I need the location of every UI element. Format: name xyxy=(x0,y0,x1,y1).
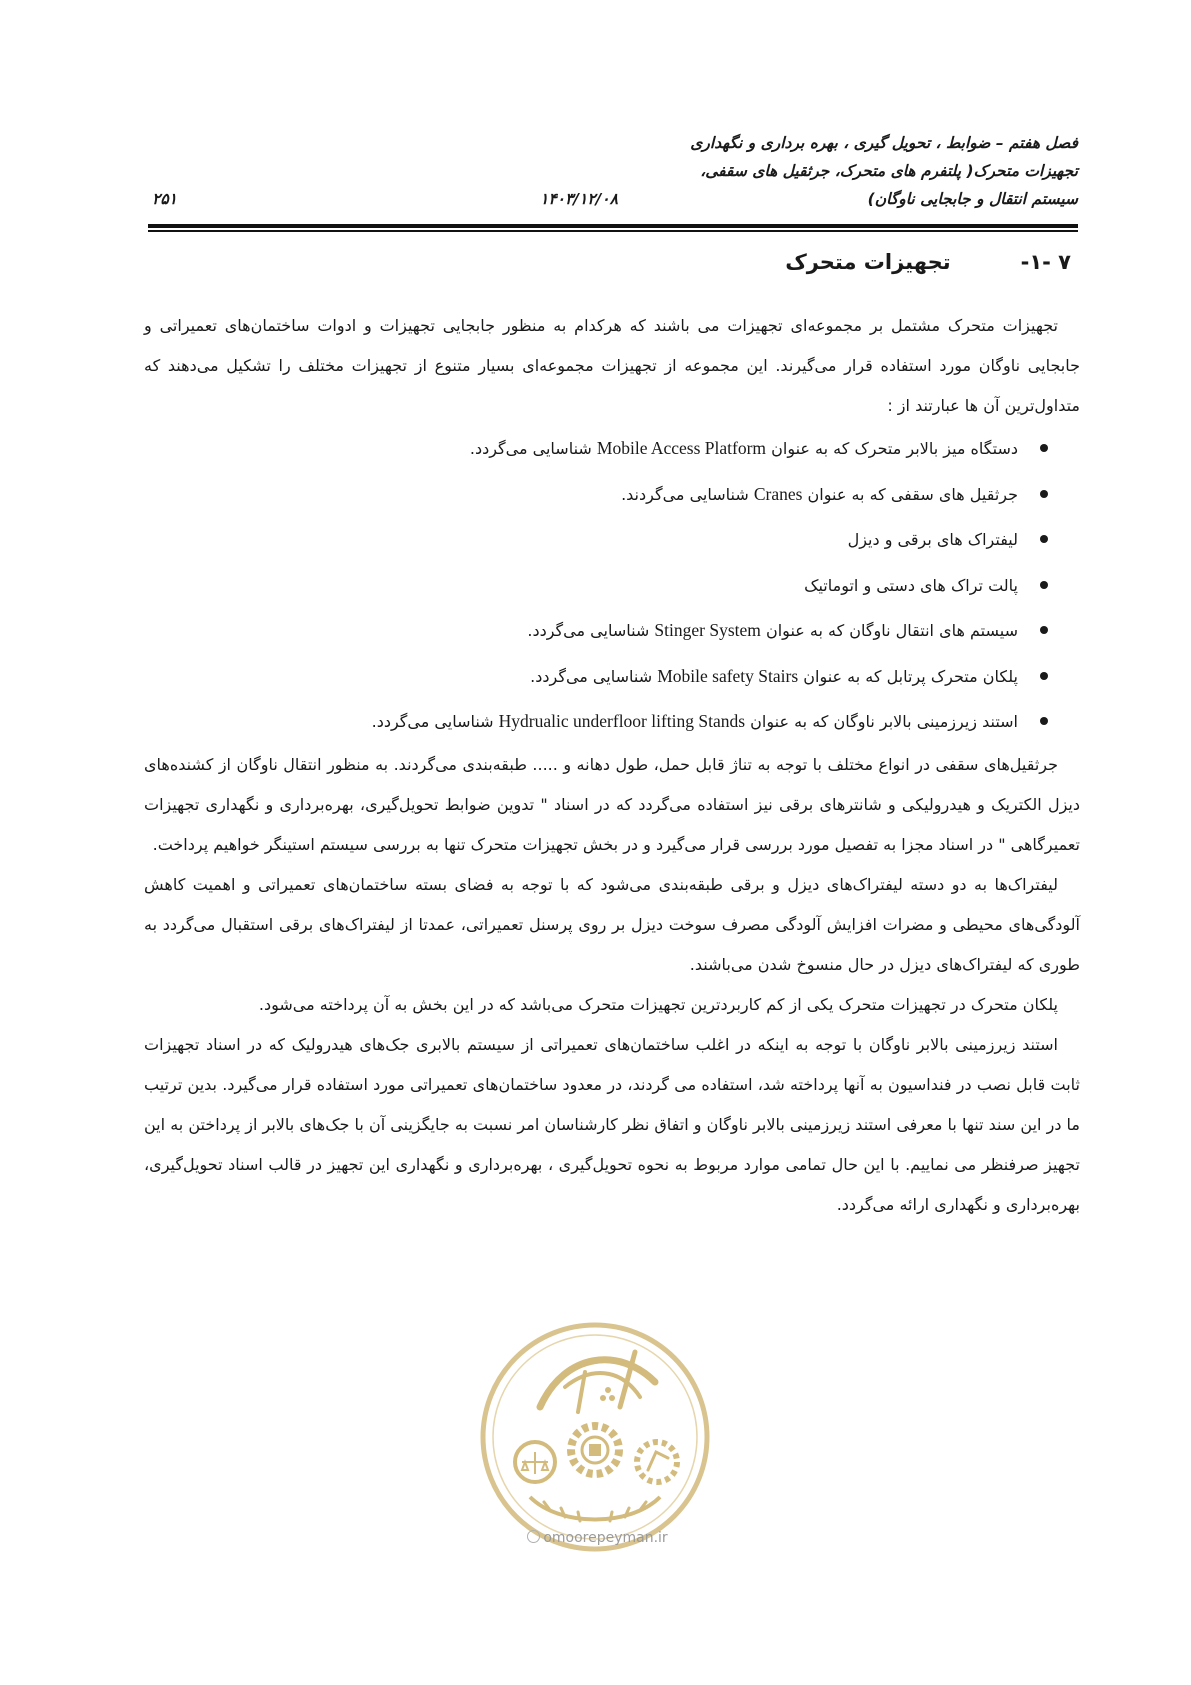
bullet-icon xyxy=(1040,535,1048,543)
paragraph-stairs: پلکان متحرک در تجهیزات متحرک یکی از کم کاربردترین تجهیزات متحرک می‌باشد که در این بخش به آن پرداخته می‌شود. xyxy=(258,994,1058,1014)
list-item: لیفتراک های برقی و دیزل xyxy=(144,517,1048,563)
section-heading xyxy=(785,250,1071,274)
bullet-icon xyxy=(1040,490,1048,498)
bullet-icon xyxy=(1040,717,1048,725)
website-caption: omoorepeyman.ir xyxy=(480,1530,715,1546)
paragraph-cranes: جرثقیل‌های سقفی در انواع مختلف با توجه به تناژ قابل حمل، طول دهانه و ..... طبقه‌بندی می‌گردند. به منظور انتقال ناوگان از کشنده‌های دیزل الکتریک و هیدرولیکی و شانترهای برقی نیز استفاده می‌گردد که در اسناد " تدوین ضوابط تحویل‌گیری، بهره‌برداری و نگهداری تجهیزات تعمیرگاهی " در اسناد مجزا به تفصیل مورد بررسی قرار می‌گیرد و در بخش تجهیزات متحرک تنها به بررسی سیستم استینگر خواهیم پرداخت. xyxy=(144,754,1080,854)
list-item: پالت تراک های دستی و اتوماتیک xyxy=(144,563,1048,609)
list-item: جرثقیل های سقفی که به عنوان Cranes شناسایی می‌گردند. xyxy=(144,472,1048,518)
bullet-icon xyxy=(1040,444,1048,452)
bullet-icon xyxy=(1040,626,1048,634)
header-date: ۱۴۰۳/۱۲/۰۸ xyxy=(540,190,618,208)
section-title: تجهیزات متحرک xyxy=(785,250,951,274)
header-subtitle-line-2: سیستم انتقال و جابجایی ناوگان) xyxy=(867,190,1078,208)
header-subtitle-line-1: تجهیزات متحرک( پلتفرم های متحرک، جرثقیل های سقفی، xyxy=(700,162,1078,180)
paragraph-stands: استند زیرزمینی بالابر ناوگان با توجه به اینکه در اغلب ساختمان‌های تعمیراتی از سیستم بالابری جک‌های هیدرولیک که در اسناد تجهیزات ثابت قابل نصب در فنداسیون به آنها پرداخته شد، استفاده می گردند، در معدود ساختمان‌های تعمیراتی مورد استفاده قرار می‌گیرد. بدین ترتیب ما در این سند تنها با معرفی استند زیرزمینی بالابر ناوگان و اتفاق نظر کارشناسان امر نسبت به جایگزینی آن با جک‌های بالابر از پرداختن به این تجهیز صرفنظر می نماییم. با این حال تمامی موارد مربوط به نحوه تحویل‌گیری ، بهره‌برداری و نگهداری این تجهیز در قالب اسناد تحویل‌گیری، بهره‌برداری و نگهداری ارائه می‌گردد. xyxy=(144,1034,1080,1214)
equipment-list xyxy=(144,426,1080,745)
header-chapter-title: فصل هفتم – ضوابط ، تحویل گیری ، بهره برداری و نگهداری xyxy=(690,134,1078,152)
list-item: سیستم های انتقال ناوگان که به عنوان Stinger System شناسایی می‌گردد. xyxy=(144,608,1048,654)
header-divider-thick xyxy=(148,224,1078,228)
list-item: پلکان متحرک پرتابل که به عنوان Mobile safety Stairs شناسایی می‌گردد. xyxy=(144,654,1048,700)
section-number: ۷ -۱- xyxy=(1020,250,1071,274)
globe-icon xyxy=(527,1530,540,1543)
bullet-icon xyxy=(1040,672,1048,680)
header-divider-thin xyxy=(148,230,1078,232)
omoorepeyman-seal-logo xyxy=(470,1312,720,1562)
body-content xyxy=(144,306,1080,1225)
intro-paragraph: تجهیزات متحرک مشتمل بر مجموعه‌ای تجهیزات می باشند که هرکدام به منظور جابجایی تجهیزات و ادوات ساختمان‌های تعمیراتی و جابجایی ناوگان مورد استفاده قرار می‌گیرند. این مجموعه از تجهیزات مجموعه‌ای بسیار متنوع از تجهیزات مختلف را تشکیل می‌دهند که متداول‌ترین آن ها عبارتند از : xyxy=(144,316,1080,415)
bullet-icon xyxy=(1040,581,1048,589)
page-number: ۲۵۱ xyxy=(152,190,177,208)
page-header xyxy=(148,124,1078,220)
paragraph-forklifts: لیفتراک‌ها به دو دسته لیفتراک‌های دیزل و برقی طبقه‌بندی می‌شود که با توجه به فضای بسته ساختمان‌های تعمیراتی و اهمیت کاهش آلودگی‌های محیطی و مضرات افزایش آلودگی مصرف سوخت دیزل بر روی پرسنل تعمیراتی، عمدتا از لیفتراک‌های برقی استقبال می‌گردد به طوری که لیفتراک‌های دیزل در حال منسوخ شدن می‌باشند. xyxy=(144,874,1080,974)
list-item: استند زیرزمینی بالابر ناوگان که به عنوان Hydrualic underfloor lifting Stands شناسایی می‌گردد. xyxy=(144,699,1048,745)
list-item: دستگاه میز بالابر متحرک که به عنوان Mobile Access Platform شناسایی می‌گردد. xyxy=(144,426,1048,472)
